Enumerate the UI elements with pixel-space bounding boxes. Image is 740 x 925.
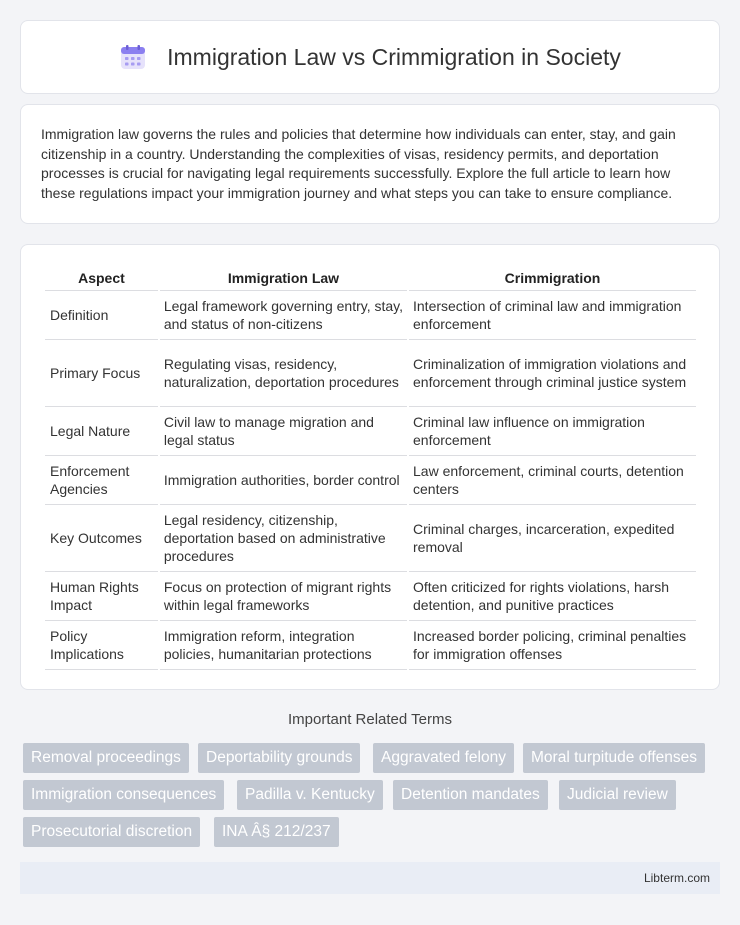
aspect-cell: Definition xyxy=(45,291,158,340)
aspect-cell: Key Outcomes xyxy=(45,505,158,572)
calendar-icon xyxy=(119,43,147,71)
immigration-law-cell: Legal residency, citizenship, deportation based on administrative procedures xyxy=(160,505,407,572)
table-header-row xyxy=(45,265,696,291)
crimmigration-cell: Intersection of criminal law and immigration enforcement xyxy=(409,291,696,340)
column-header-aspect: Aspect xyxy=(45,265,158,291)
table-row xyxy=(45,621,696,670)
term-tag[interactable]: Detention mandates xyxy=(393,780,548,810)
term-tag[interactable]: Moral turpitude offenses xyxy=(523,743,705,773)
crimmigration-cell: Often criticized for rights violations, harsh detention, and punitive practices xyxy=(409,572,696,621)
crimmigration-cell: Increased border policing, criminal penalties for immigration offenses xyxy=(409,621,696,670)
crimmigration-cell: Criminal charges, incarceration, expedited removal xyxy=(409,505,696,572)
aspect-cell: Legal Nature xyxy=(45,407,158,456)
immigration-law-cell: Immigration authorities, border control xyxy=(160,456,407,505)
immigration-law-cell: Immigration reform, integration policies, humanitarian protections xyxy=(160,621,407,670)
comparison-table xyxy=(43,265,698,670)
immigration-law-cell: Legal framework governing entry, stay, and status of non-citizens xyxy=(160,291,407,340)
page-title: Immigration Law vs Crimmigration in Society xyxy=(167,43,621,70)
term-tag[interactable]: Judicial review xyxy=(559,780,676,810)
comparison-table-card xyxy=(20,244,720,690)
immigration-law-cell: Regulating visas, residency, naturalization, deportation procedures xyxy=(160,340,407,407)
immigration-law-cell: Civil law to manage migration and legal status xyxy=(160,407,407,456)
term-tag[interactable]: Immigration consequences xyxy=(23,780,224,810)
footer-site-link[interactable]: Libterm.com xyxy=(643,871,710,885)
term-tag[interactable]: INA Â§ 212/237 xyxy=(214,817,339,847)
crimmigration-cell: Criminal law influence on immigration enforcement xyxy=(409,407,696,456)
crimmigration-cell: Law enforcement, criminal courts, detention centers xyxy=(409,456,696,505)
table-row xyxy=(45,456,696,505)
related-terms-title: Important Related Terms xyxy=(288,711,452,728)
intro-text: Immigration law governs the rules and policies that determine how individuals can enter, stay, and gain citizenship in a country. Understanding the complexities of visas, residency permits, and deportation processes is crucial for navigating legal requirements successfully. Explore the full article to learn how these regulations impact your immigration journey and what steps you can take to ensure compliance. xyxy=(41,126,676,201)
term-tag[interactable]: Deportability grounds xyxy=(198,743,360,773)
aspect-cell: Policy Implications xyxy=(45,621,158,670)
crimmigration-cell: Criminalization of immigration violations and enforcement through criminal justice system xyxy=(409,340,696,407)
term-tag[interactable]: Removal proceedings xyxy=(23,743,189,773)
column-header-immigration-law: Immigration Law xyxy=(160,265,407,291)
immigration-law-cell: Focus on protection of migrant rights within legal frameworks xyxy=(160,572,407,621)
aspect-cell: Enforcement Agencies xyxy=(45,456,158,505)
table-row xyxy=(45,572,696,621)
table-row xyxy=(45,340,696,407)
table-row xyxy=(45,291,696,340)
intro-card xyxy=(20,104,720,224)
footer xyxy=(20,862,720,894)
table-row xyxy=(45,505,696,572)
term-tag[interactable]: Padilla v. Kentucky xyxy=(237,780,383,810)
aspect-cell: Human Rights Impact xyxy=(45,572,158,621)
table-row xyxy=(45,407,696,456)
column-header-crimmigration: Crimmigration xyxy=(409,265,696,291)
term-tag[interactable]: Prosecutorial discretion xyxy=(23,817,200,847)
aspect-cell: Primary Focus xyxy=(45,340,158,407)
term-tag[interactable]: Aggravated felony xyxy=(373,743,514,773)
header-card xyxy=(20,20,720,94)
